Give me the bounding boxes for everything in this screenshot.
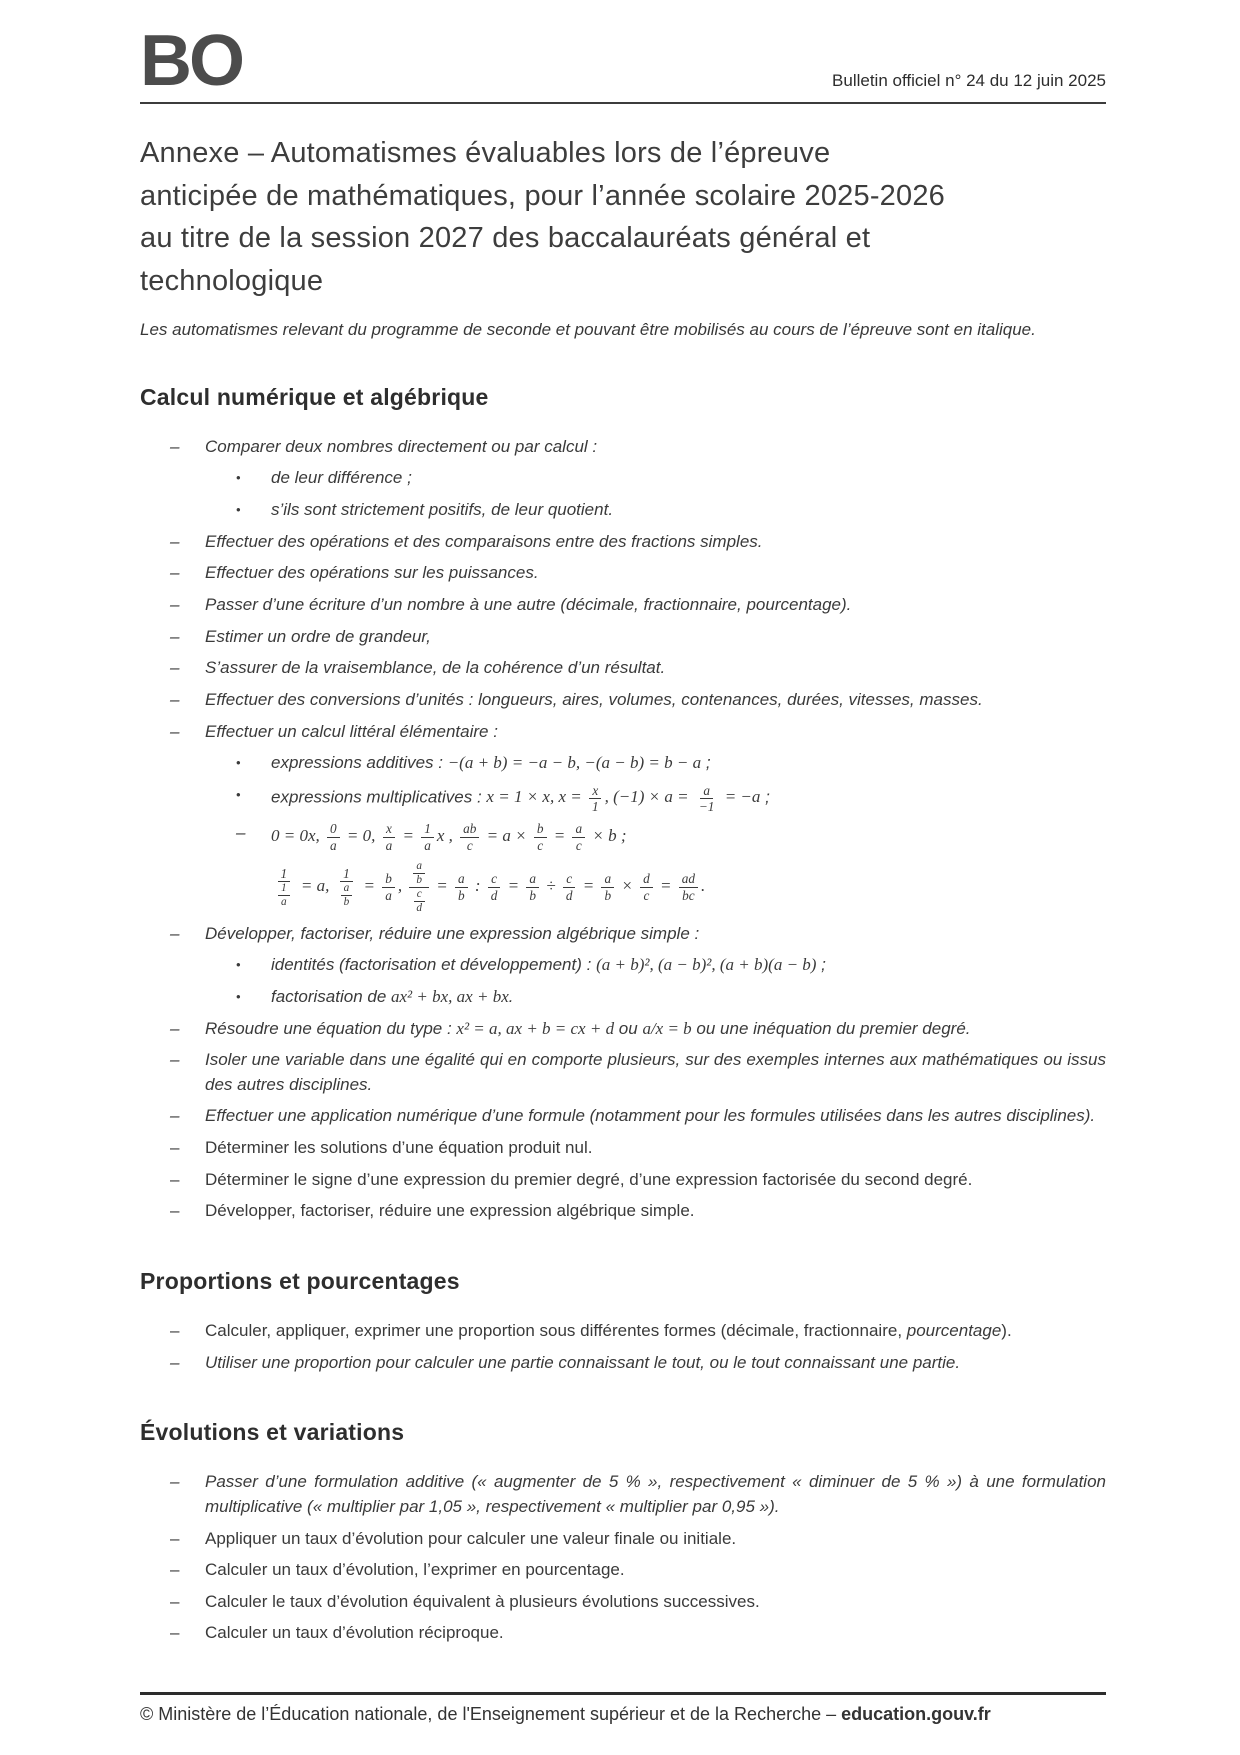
page-title — [140, 132, 1106, 303]
list-item-text: Calculer un taux d’évolution, l’exprimer en pourcentage. — [205, 1560, 625, 1580]
dash-marker: – — [170, 1201, 180, 1221]
dash-marker: – — [170, 1528, 180, 1548]
list-item — [140, 1199, 1106, 1224]
list-item — [140, 656, 1106, 681]
list-item-text: 0 = 0x, $\frac{0}{a}$ = 0, $\frac{x}{a}$ = $\frac{1}{a}$ x , $\frac{ab}{c}$ = a × $\frac{b}{c}$ = $\frac{a}{c}$ × b ; — [271, 821, 627, 853]
dash-marker: – — [170, 923, 180, 943]
section-list — [140, 1319, 1106, 1375]
list-item-text: Calculer le taux d’évolution équivalent à plusieurs évolutions successives. — [205, 1591, 760, 1611]
list-item-text: S’assurer de la vraisemblance, de la cohérence d’un résultat. — [205, 658, 666, 678]
page-title-line: Annexe – Automatismes évaluables lors de l’épreuve — [140, 137, 831, 170]
dash-marker: – — [170, 1138, 180, 1158]
section-3 — [140, 1419, 1106, 1646]
section-heading: Calcul numérique et algébrique — [140, 383, 489, 410]
list-item — [140, 1527, 1106, 1552]
dash-marker: – — [170, 1560, 180, 1580]
dash-marker: – — [170, 1106, 180, 1126]
list-item — [140, 1470, 1106, 1519]
list-item — [140, 498, 1106, 523]
list-item — [140, 922, 1106, 947]
list-item-text: Passer d’une formulation additive (« augmenter de 5 % », respectivement « diminuer de 5 % ») à une formulation multiplicative (« multiplier par 1,05 », respectivement « multiplier par 0,95 »). — [205, 1472, 1106, 1516]
list-item-text: expressions multiplicatives : x = 1 × x, x = $\frac{x}{1}$ , (−1) × a = $\frac{a}{-1}$ = −a ; — [271, 782, 770, 815]
bullet-marker: • — [236, 786, 241, 802]
copyright-text: © Ministère de l’Éducation nationale, de l'Enseignement supérieur et de la Recherche – — [140, 1704, 842, 1725]
list-item — [140, 1104, 1106, 1129]
bullet-marker: • — [236, 988, 241, 1004]
list-item-text: Passer d’une écriture d’un nombre à une autre (décimale, fractionnaire, pourcentage). — [205, 594, 852, 614]
list-item — [140, 1621, 1106, 1646]
list-item-text: Effectuer une application numérique d’une formule (notamment pour les formules utilisées dans les autres disciplines). — [205, 1106, 1096, 1126]
list-item — [140, 688, 1106, 713]
dash-marker: – — [170, 531, 180, 551]
section-heading: Évolutions et variations — [140, 1419, 405, 1446]
list-item — [140, 1319, 1106, 1344]
list-item-text: s’ils sont strictement positifs, de leur quotient. — [271, 500, 614, 520]
list-item-text: factorisation de ax² + bx, ax + bx. — [271, 986, 514, 1006]
list-item-text: Effectuer des conversions d’unités : longueurs, aires, volumes, contenances, durées, vitesses, masses. — [205, 689, 983, 709]
bullet-marker: • — [236, 502, 241, 518]
list-item — [140, 1351, 1106, 1376]
page-header — [140, 21, 1106, 101]
list-item — [140, 860, 1106, 915]
dash-marker: – — [170, 1018, 180, 1038]
list-item-text: identités (factorisation et développement) : (a + b)², (a − b)², (a + b)(a − b) ; — [271, 955, 826, 975]
dash-marker: – — [170, 626, 180, 646]
list-item-text: Effectuer des opérations et des comparaisons entre des fractions simples. — [205, 531, 763, 551]
section-list — [140, 1470, 1106, 1646]
bullet-marker: • — [236, 957, 241, 973]
list-item-text: Résoudre une équation du type : x² = a, ax + b = cx + d ou a/x = b ou une inéquation du premier degré. — [205, 1018, 971, 1038]
list-item — [140, 1017, 1106, 1042]
bullet-marker: • — [236, 470, 241, 486]
dash-marker: – — [170, 1050, 180, 1070]
list-item — [140, 530, 1106, 555]
dash-marker: – — [170, 1472, 180, 1492]
dash-marker: – — [170, 689, 180, 709]
dash-marker: – — [170, 1623, 180, 1643]
list-item-text: Utiliser une proportion pour calculer une partie connaissant le tout, ou le tout connaissant une partie. — [205, 1352, 961, 1372]
list-item — [140, 1048, 1106, 1097]
list-item — [140, 751, 1106, 776]
list-item — [140, 466, 1106, 491]
list-item-text: Déterminer le signe d’une expression du premier degré, d’une expression factorisée du second degré. — [205, 1169, 973, 1189]
page-title-line: technologique — [140, 265, 324, 298]
dash-marker: – — [236, 823, 246, 843]
list-item — [140, 953, 1106, 978]
list-item-text: Effectuer un calcul littéral élémentaire : — [205, 721, 498, 741]
list-item-text: Comparer deux nombres directement ou par calcul : — [205, 436, 598, 456]
dash-marker: – — [170, 594, 180, 614]
footer-site: education.gouv.fr — [841, 1704, 991, 1725]
list-item — [140, 435, 1106, 460]
dash-marker: – — [170, 563, 180, 583]
dash-marker: – — [170, 1352, 180, 1372]
list-item-text: Effectuer des opérations sur les puissances. — [205, 563, 539, 583]
list-item-text: de leur différence ; — [271, 468, 412, 488]
section-2 — [140, 1268, 1106, 1375]
section-1 — [140, 384, 1106, 1224]
list-item-text: Développer, factoriser, réduire une expression algébrique simple : — [205, 923, 700, 943]
list-item-text: $\frac{1}{\frac{1}{a}}$ = a, $\frac{1}{\frac{a}{b}}$ = $\frac{b}{a}$ , $\frac{\frac{a}{b}}{\frac{c}{d}}$ = $\frac{a}{b}$ : $\frac{c}{d}$ = $\frac{a}{b}$ ÷ $\frac{c}{d}$ = $\frac{a}{b}$ × $\frac{d}{c}$ = $\frac{ad}{bc}$ . — [271, 860, 1106, 915]
list-item — [140, 1136, 1106, 1161]
bullet-marker: • — [236, 755, 241, 771]
list-item — [140, 985, 1106, 1010]
list-item — [140, 720, 1106, 745]
footer-divider — [140, 1692, 1106, 1695]
list-item — [140, 625, 1106, 650]
list-item-text: Développer, factoriser, réduire une expression algébrique simple. — [205, 1201, 695, 1221]
list-item-text: Calculer, appliquer, exprimer une proportion sous différentes formes (décimale, fractionnaire, pourcentage). — [205, 1321, 1012, 1340]
list-item-text: Calculer un taux d’évolution réciproque. — [205, 1623, 504, 1643]
list-item — [140, 561, 1106, 586]
page-title-line: au titre de la session 2027 des baccalauréats général et — [140, 222, 871, 255]
dash-marker: – — [170, 721, 180, 741]
page-title-line: anticipée de mathématiques, pour l’année scolaire 2025-2026 — [140, 179, 945, 212]
section-heading: Proportions et pourcentages — [140, 1268, 460, 1294]
dash-marker: – — [170, 1169, 180, 1189]
list-item — [140, 821, 1106, 853]
footer-copyright — [140, 1704, 1106, 1725]
list-item — [140, 1590, 1106, 1615]
list-item-text: Estimer un ordre de grandeur, — [205, 626, 431, 646]
page-footer — [140, 1692, 1106, 1725]
section-list — [140, 435, 1106, 1224]
italic-note: Les automatismes relevant du programme de seconde et pouvant être mobilisés au cours de l’épreuve sont en italique. — [140, 319, 1036, 339]
bo-logo: BO — [140, 21, 242, 101]
dash-marker: – — [170, 1591, 180, 1611]
dash-marker: – — [170, 1321, 180, 1340]
document-body — [140, 384, 1106, 1646]
list-item — [140, 1558, 1106, 1583]
list-item-text: expressions additives : −(a + b) = −a − b, −(a − b) = b − a ; — [271, 753, 711, 773]
header-divider — [140, 102, 1106, 104]
list-item-text: Isoler une variable dans une égalité qui en comporte plusieurs, sur des exemples internes aux mathématiques ou issus des autres disciplines. — [205, 1050, 1106, 1094]
list-item-text: Déterminer les solutions d’une équation produit nul. — [205, 1138, 593, 1158]
list-item — [140, 1168, 1106, 1193]
list-item — [140, 593, 1106, 618]
bulletin-number: Bulletin officiel n° 24 du 12 juin 2025 — [832, 71, 1106, 91]
dash-marker: – — [170, 658, 180, 678]
dash-marker: – — [170, 436, 180, 456]
no-marker — [236, 860, 271, 915]
list-item — [140, 783, 1106, 815]
list-item-text: Appliquer un taux d’évolution pour calculer une valeur finale ou initiale. — [205, 1528, 737, 1548]
